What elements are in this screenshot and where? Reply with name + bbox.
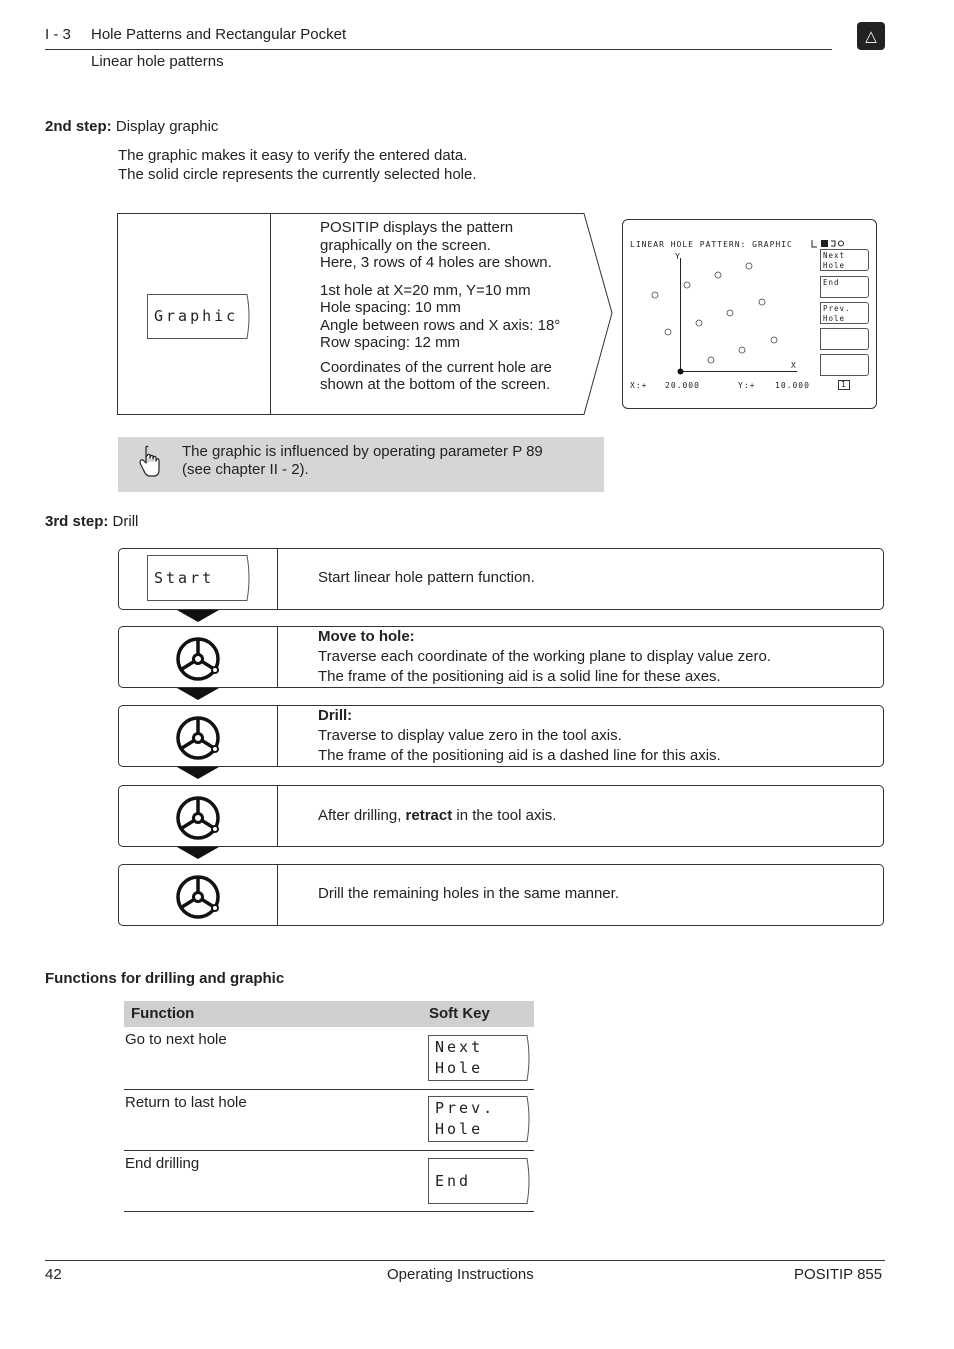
screen-softkey-prev-hole: Prev. Hole [820, 302, 869, 324]
handwheel-icon [176, 715, 222, 761]
screen-corner-tag: 1 [838, 380, 850, 390]
screen-x-label: X:+ [630, 381, 648, 390]
coords-note-line: Coordinates of the current hole are [320, 358, 552, 376]
graphic-softkey[interactable] [147, 294, 246, 339]
step-row-text: After drilling, retract in the tool axis. [318, 807, 557, 824]
step3-title: Drill [112, 513, 139, 530]
start-softkey[interactable] [147, 555, 246, 601]
step-arrow [177, 767, 219, 779]
handwheel-icon [176, 636, 222, 682]
step3-label: 3rd step: [45, 513, 109, 530]
param-line: Row spacing: 12 mm [320, 334, 461, 351]
screen-x-value: 20.000 [665, 381, 700, 390]
table-row [124, 1090, 534, 1151]
start-softkey-label: Start [154, 568, 215, 587]
step-row-retract [118, 785, 884, 847]
col-softkey: Soft Key [429, 1005, 490, 1022]
step-row-text: Start linear hole pattern function. [318, 569, 535, 586]
graphic-softkey-label: Graphic [154, 307, 239, 325]
section-number: I - 3 [45, 26, 71, 43]
table-row [124, 1027, 534, 1090]
handwheel-icon [176, 795, 222, 841]
screen-softkey-end: End [820, 276, 869, 298]
desc-line: graphically on the screen. [320, 236, 491, 254]
triangle-up-icon[interactable]: △ [857, 22, 885, 50]
header-rule [45, 49, 832, 50]
screen-softkey-blank [820, 328, 869, 350]
screen-axis-x: X [791, 361, 797, 370]
step2-heading [45, 118, 218, 135]
step2-intro-line: The graphic makes it easy to verify the entered data. [118, 147, 468, 164]
step2-label: 2nd step: [45, 118, 112, 135]
step-row-start [118, 548, 884, 610]
screen-status-icons [811, 239, 845, 249]
footer-rule [45, 1260, 885, 1261]
function-name: Go to next hole [125, 1031, 227, 1048]
step3-heading [45, 513, 138, 530]
end-softkey[interactable]: End [428, 1158, 526, 1204]
pointing-hand-icon [138, 445, 162, 479]
step-arrow [177, 847, 219, 859]
positip-screen [622, 219, 877, 409]
functions-heading: Functions for drilling and graphic [45, 970, 285, 987]
step2-title: Display graphic [115, 118, 219, 135]
step-row-move-to-hole [118, 626, 884, 688]
screen-softkey-next-hole: Next Hole [820, 249, 869, 271]
footer-product: POSITIP 855 [794, 1266, 883, 1283]
screen-softkey-blank [820, 354, 869, 376]
param-line: 1st hole at X=20 mm, Y=10 mm [320, 281, 531, 299]
function-name: End drilling [125, 1155, 200, 1172]
graphic-description [320, 219, 560, 394]
screen-y-value: 10.000 [775, 381, 810, 390]
step-row-drill [118, 705, 884, 767]
page-number: 42 [45, 1266, 62, 1283]
step-row-text: Drill the remaining holes in the same manner. [318, 885, 619, 902]
handwheel-icon [176, 874, 222, 920]
footer-center: Operating Instructions [387, 1266, 534, 1283]
note-text: The graphic is influenced by operating parameter P 89 (see chapter II - 2). [182, 443, 543, 478]
step-row-text: Move to hole: Traverse each coordinate of the working plane to display value zero. The frame of the positioning aid is a solid line for these axes. [318, 628, 772, 685]
step-arrow [177, 610, 219, 622]
screen-axis-y: Y [675, 252, 681, 261]
prev-hole-softkey[interactable]: Prev. Hole [428, 1096, 526, 1142]
step2-intro-line: The solid circle represents the currently selected hole. [118, 166, 477, 183]
screen-title: LINEAR HOLE PATTERN: GRAPHIC [630, 240, 793, 249]
desc-line: POSITIP displays the pattern [320, 219, 514, 236]
functions-table-header [124, 1001, 534, 1027]
chapter-subtitle: Linear hole patterns [91, 53, 224, 70]
screen-y-label: Y:+ [738, 381, 756, 390]
param-line: Angle between rows and X axis: 18° [320, 316, 561, 334]
hole-pattern-plot [643, 248, 803, 378]
step-row-text: Drill: Traverse to display value zero in the tool axis. The frame of the positioning aid is a dashed line for this axis. [318, 707, 721, 764]
next-hole-softkey[interactable]: Next Hole [428, 1035, 526, 1081]
chapter-title: Hole Patterns and Rectangular Pocket [91, 26, 347, 43]
table-row [124, 1151, 534, 1212]
step-arrow [177, 688, 219, 700]
coords-note-line: shown at the bottom of the screen. [320, 376, 551, 393]
function-name: Return to last hole [125, 1094, 247, 1111]
step-row-remaining [118, 864, 884, 926]
col-function: Function [131, 1005, 195, 1022]
note-box [118, 437, 604, 492]
param-line: Hole spacing: 10 mm [320, 299, 461, 316]
step2-intro [118, 146, 477, 184]
desc-line: Here, 3 rows of 4 holes are shown. [320, 254, 552, 271]
